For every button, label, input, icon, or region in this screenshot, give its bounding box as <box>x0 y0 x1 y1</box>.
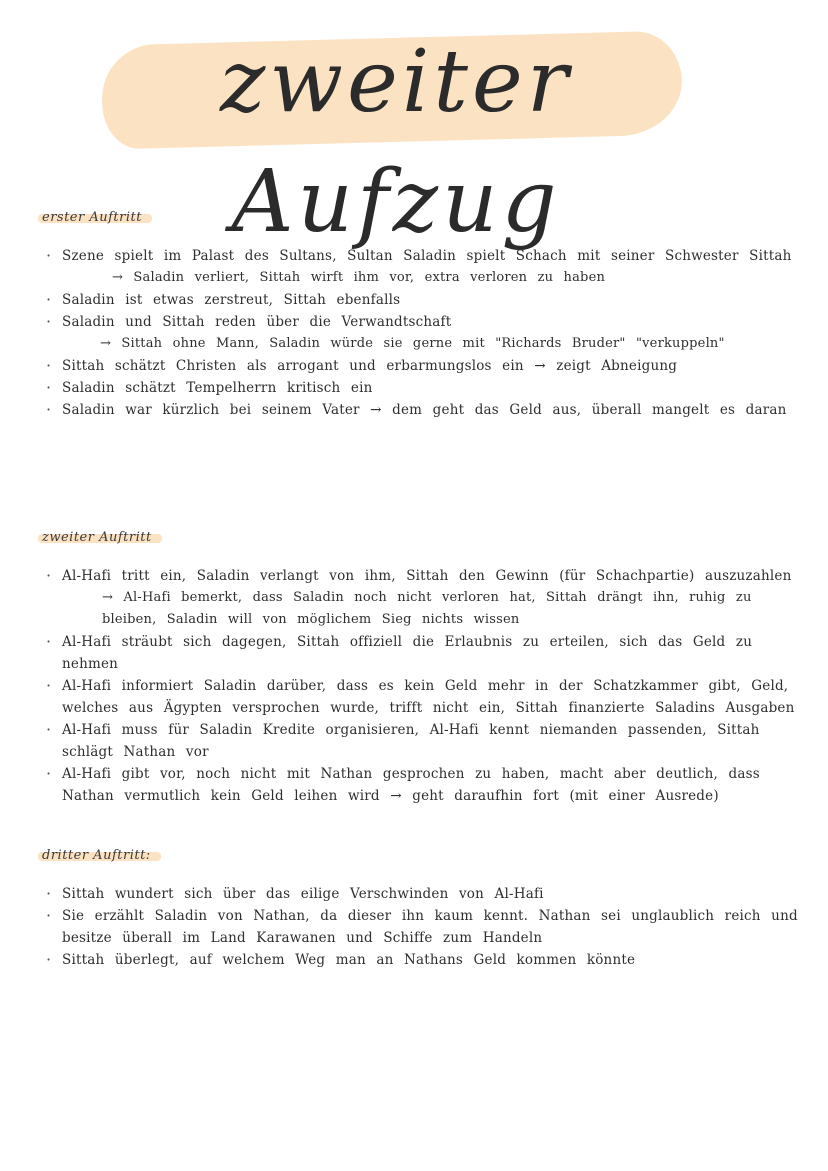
section-erster-auftritt <box>40 206 800 421</box>
list-item: · Sittah schätzt Christen als arrogant und erbarmungslos ein → zeigt Abneigung <box>40 355 800 377</box>
list-item: · Al-Hafi gibt vor, noch nicht mit Nathan gesprochen zu haben, macht aber deutlich, dass Nathan vermutlich kein Geld leihen wird → geht daraufhin fort (mit einer Ausrede) <box>40 763 800 807</box>
section-dritter-auftritt <box>40 844 800 971</box>
list-item: · Szene spielt im Palast des Sultans, Sultan Saladin spielt Schach mit seiner Schwester Sittah → Saladin verliert, Sittah wirft ihm vor, extra verloren zu haben <box>40 245 800 289</box>
section-heading: erster Auftritt <box>40 210 148 225</box>
section-heading: zweiter Auftritt <box>40 530 158 545</box>
item-list <box>40 883 800 971</box>
list-item: · Al-Hafi informiert Saladin darüber, dass es kein Geld mehr in der Schatzkammer gibt, Geld, welches aus Ägypten versprochen wurde, trifft nicht ein, Sittah finanzierte Saladins Ausgaben <box>40 675 800 719</box>
item-list <box>40 245 800 421</box>
list-item: · Saladin schätzt Tempelherrn kritisch ein <box>40 377 800 399</box>
list-item: · Sittah wundert sich über das eilige Verschwinden von Al-Hafi <box>40 883 800 905</box>
list-item: · Al-Hafi muss für Saladin Kredite organisieren, Al-Hafi kennt niemanden passenden, Sittah schlägt Nathan vor <box>40 719 800 763</box>
sub-note: → Sittah ohne Mann, Saladin würde sie gerne mit "Richards Bruder" "verkuppeln" <box>100 336 725 351</box>
section-zweiter-auftritt <box>40 526 800 807</box>
sub-note: → Saladin verliert, Sittah wirft ihm vor, extra verloren zu haben <box>112 270 606 285</box>
list-item: · Sittah überlegt, auf welchem Weg man an Nathans Geld kommen könnte <box>40 949 800 971</box>
page-title: zweiter Aufzug <box>220 32 572 252</box>
list-item: · Al-Hafi sträubt sich dagegen, Sittah offiziell die Erlaubnis zu erteilen, sich das Geld zu nehmen <box>40 631 800 675</box>
section-heading: dritter Auftritt: <box>40 848 157 863</box>
list-item: · Saladin ist etwas zerstreut, Sittah ebenfalls <box>40 289 800 311</box>
list-item: · Saladin war kürzlich bei seinem Vater → dem geht das Geld aus, überall mangelt es daran <box>40 399 800 421</box>
list-item: · Sie erzählt Saladin von Nathan, da dieser ihn kaum kennt. Nathan sei unglaublich reich und besitze überall im Land Karawanen und Schiffe zum Handeln <box>40 905 800 949</box>
title-banner <box>96 14 696 252</box>
list-item: · Saladin und Sittah reden über die Verwandtschaft → Sittah ohne Mann, Saladin würde sie gerne mit "Richards Bruder" "verkuppeln" <box>40 311 800 355</box>
sub-note: → Al-Hafi bemerkt, dass Saladin noch nicht verloren hat, Sittah drängt ihn, ruhig zu bleiben, Saladin will von möglichem Sieg nichts wissen <box>102 590 752 627</box>
list-item: · Al-Hafi tritt ein, Saladin verlangt von ihm, Sittah den Gewinn (für Schachpartie) auszuzahlen → Al-Hafi bemerkt, dass Saladin noch nicht verloren hat, Sittah drängt ihn, ruhig zu bleiben, Saladin will von möglichem Sieg nichts wissen <box>40 565 800 631</box>
item-list <box>40 565 800 807</box>
